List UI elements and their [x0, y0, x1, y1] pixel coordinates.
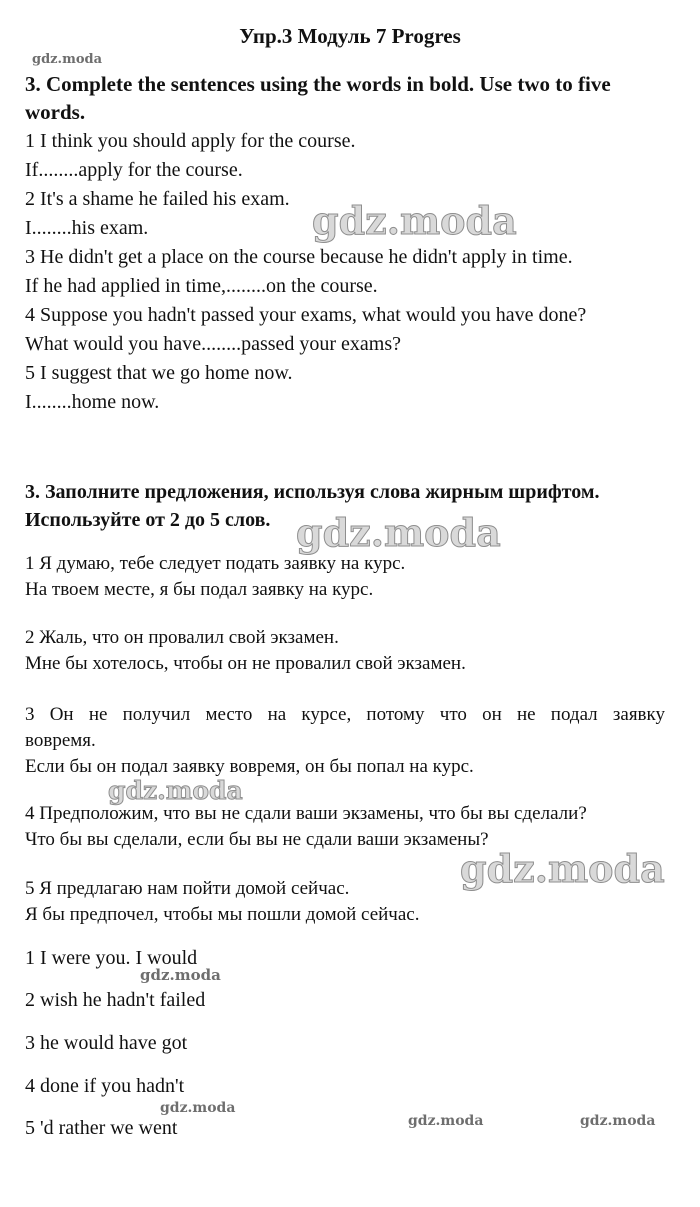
en-line: What would you have........passed your exams? — [25, 333, 402, 355]
en-line: If........apply for the course. — [25, 159, 243, 181]
task-heading-en-line2: words. — [25, 100, 86, 124]
watermark-large: gdz.moda — [296, 510, 501, 555]
answer-line: 1 I were you. I would — [25, 947, 198, 969]
task-heading-ru-line1: 3. Заполните предложения, используя слова жирным шрифтом. — [25, 481, 600, 503]
ru-line: На твоем месте, я бы подал заявку на курс. — [25, 579, 374, 600]
watermark-large: gdz.moda — [460, 846, 665, 891]
ru-line: Мне бы хотелось, чтобы он не провалил свой экзамен. — [25, 653, 466, 674]
ru-line: Что бы вы сделали, если бы вы не сдали ваши экзамены? — [25, 829, 489, 850]
ru-line: 5 Я предлагаю нам пойти домой сейчас. — [25, 878, 350, 899]
watermark-small: gdz.moda — [580, 1113, 656, 1129]
en-line: 3 He didn't get a place on the course because he didn't apply in time. — [25, 246, 573, 268]
answer-line: 2 wish he hadn't failed — [25, 989, 206, 1011]
en-line: 5 I suggest that we go home now. — [25, 362, 293, 384]
watermark-small: gdz.moda — [140, 966, 221, 984]
answer-line: 3 he would have got — [25, 1032, 188, 1054]
watermark-large: gdz.moda — [312, 198, 517, 243]
answer-line: 5 'd rather we went — [25, 1117, 178, 1139]
watermark-medium: gdz.moda — [108, 776, 243, 805]
en-line: 1 I think you should apply for the course. — [25, 130, 356, 152]
ru-line: Я бы предпочел, чтобы мы пошли домой сейчас. — [25, 904, 420, 925]
page-title: Упр.3 Модуль 7 Progres — [239, 24, 461, 48]
en-line: 2 It's a shame he failed his exam. — [25, 188, 290, 210]
ru-line: 2 Жаль, что он провалил свой экзамен. — [25, 627, 339, 648]
watermark-small: gdz.moda — [408, 1113, 484, 1129]
ru-line: 1 Я думаю, тебе следует подать заявку на курс. — [25, 553, 406, 574]
en-line: I........his exam. — [25, 217, 149, 239]
task-heading-en-line1: 3. Complete the sentences using the words in bold. Use two to five — [25, 72, 611, 96]
watermark-small: gdz.moda — [32, 52, 103, 67]
task-heading-ru-line2: Используйте от 2 до 5 слов. — [25, 509, 271, 531]
en-line: If he had applied in time,........on the course. — [25, 275, 378, 297]
ru-line: вовремя. — [25, 730, 96, 751]
ru-line: Если бы он подал заявку вовремя, он бы попал на курс. — [25, 756, 474, 777]
ru-line: 4 Предположим, что вы не сдали ваши экзамены, что бы вы сделали? — [25, 803, 587, 824]
en-line: I........home now. — [25, 391, 160, 413]
ru-line: 3 Он не получил место на курсе, потому что он не подал заявку — [25, 704, 665, 725]
en-line: 4 Suppose you hadn't passed your exams, what would you have done? — [25, 304, 587, 326]
watermark-small: gdz.moda — [160, 1100, 236, 1116]
answer-line: 4 done if you hadn't — [25, 1075, 185, 1097]
